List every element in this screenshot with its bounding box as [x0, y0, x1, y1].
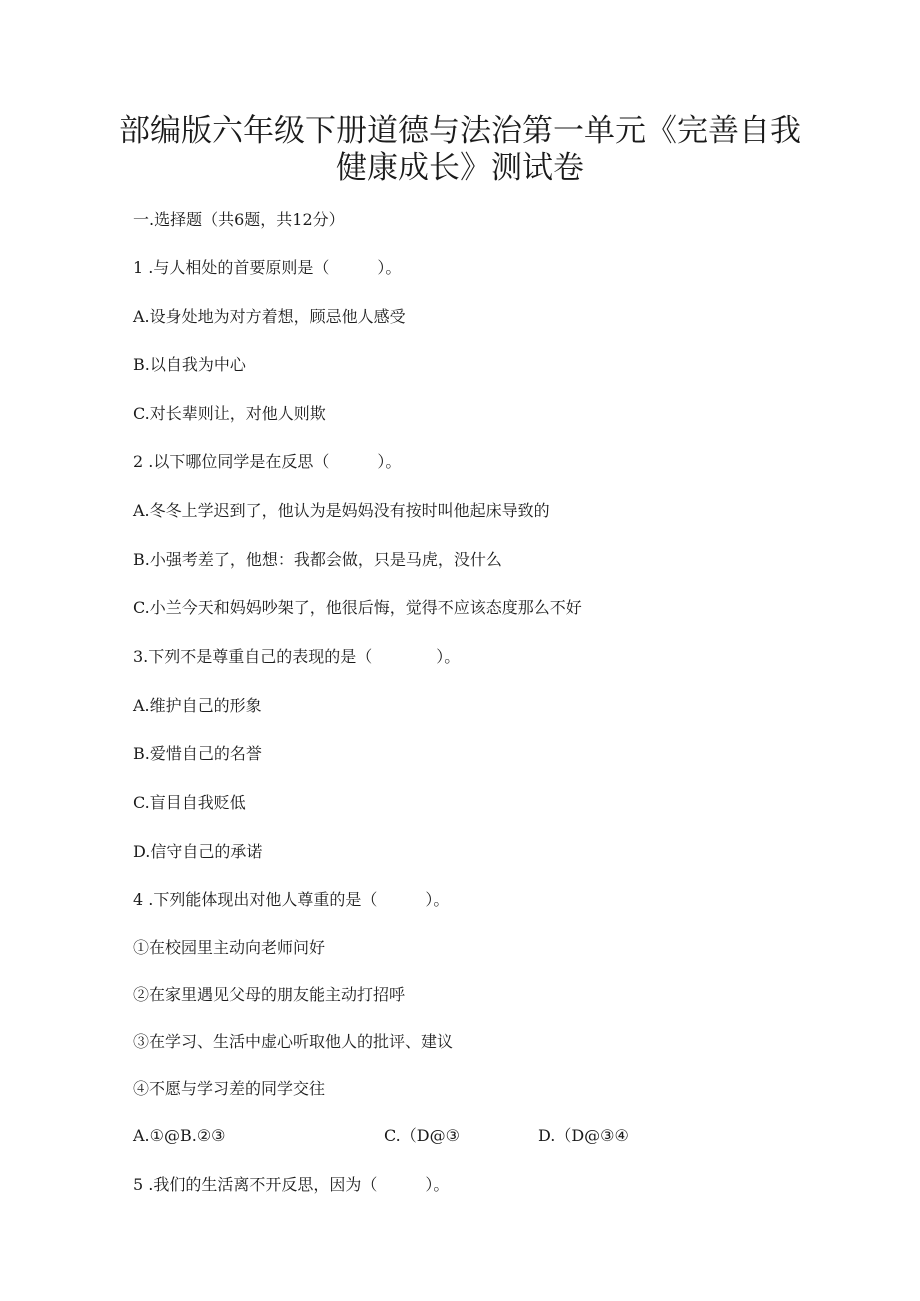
- question-4-item-2: ②在家里遇见父母的朋友能主动打招呼: [133, 985, 406, 1004]
- question-3-stem: 3.下列不是尊重自己的表现的是（ ）。: [133, 647, 461, 666]
- title-line-2: 健康成长》测试卷: [336, 150, 584, 186]
- question-2-stem: 2 .以下哪位同学是在反思（ ）。: [133, 452, 402, 471]
- question-4-option-d: D.（D@③④: [538, 1126, 629, 1145]
- question-2-option-c: C.小兰今天和妈妈吵架了，他很后悔，觉得不应该态度那么不好: [133, 598, 582, 617]
- question-4-stem: 4 .下列能体现出对他人尊重的是（ ）。: [133, 890, 450, 909]
- question-3-option-c: C.盲目自我贬低: [133, 793, 246, 812]
- question-1-option-a: A.设身处地为对方着想，顾忌他人感受: [133, 307, 406, 326]
- section-heading: 一.选择题（共6题，共12分）: [133, 210, 345, 229]
- question-1-stem: 1 .与人相处的首要原则是（ ）。: [133, 258, 402, 277]
- question-4-item-3: ③在学习、生活中虚心听取他人的批评、建议: [133, 1032, 454, 1051]
- question-4-item-4: ④不愿与学习差的同学交往: [133, 1079, 326, 1098]
- question-4-item-1: ①在校园里主动向老师问好: [133, 938, 326, 957]
- question-3-option-a: A.维护自己的形象: [133, 696, 262, 715]
- question-4-option-c: C.（D@③: [384, 1126, 460, 1145]
- question-3-option-b: B.爱惜自己的名誉: [133, 744, 262, 763]
- question-3-option-d: D.信守自己的承诺: [133, 842, 263, 861]
- question-2-option-b: B.小强考差了，他想：我都会做，只是马虎，没什么: [133, 550, 502, 569]
- title-line-1: 部编版六年级下册道德与法治第一单元《完善自我: [119, 113, 801, 149]
- question-5-stem: 5 .我们的生活离不开反思，因为（ ）。: [133, 1175, 450, 1194]
- question-1-option-c: C.对长辈则让，对他人则欺: [133, 404, 326, 423]
- question-2-option-a: A.冬冬上学迟到了，他认为是妈妈没有按时叫他起床导致的: [133, 501, 550, 520]
- question-1-option-b: B.以自我为中心: [133, 355, 246, 374]
- question-4-option-a-b: A.①@B.②③: [133, 1126, 226, 1145]
